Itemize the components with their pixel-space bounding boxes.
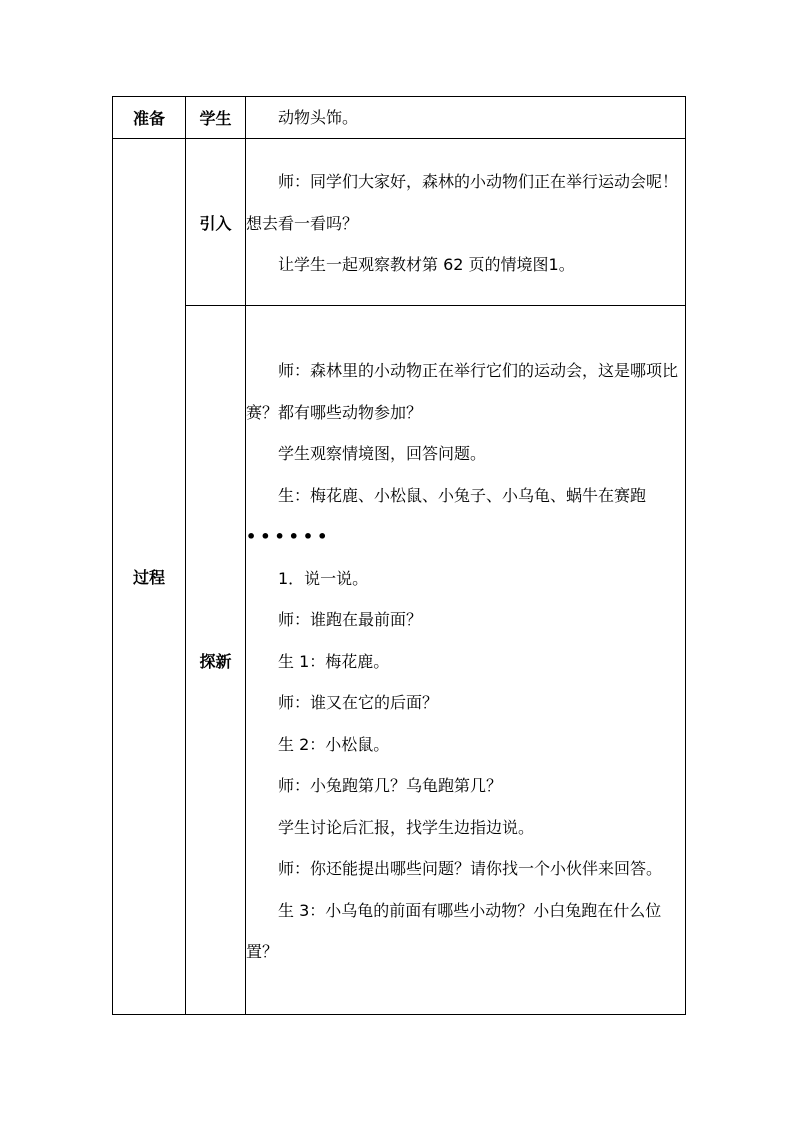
explore-paragraph: 1．说一说。 <box>278 568 369 588</box>
intro-paragraph: 让学生一起观察教材第 62 页的情境图1。 <box>278 255 575 275</box>
lesson-plan-table <box>112 96 686 1015</box>
student-label: 学生 <box>186 97 246 139</box>
explore-paragraph: 师：谁又在它的后面？ <box>278 693 439 713</box>
explore-paragraph: 师：小兔跑第几？乌龟跑第几？ <box>278 776 503 796</box>
explore-paragraph: 师：你还能提出哪些问题？请你找一个小伙伴来回答。 <box>278 859 663 879</box>
explore-paragraph: 生 2：小松鼠。 <box>278 734 390 754</box>
explore-label: 探新 <box>186 306 246 1015</box>
explore-content <box>246 306 686 1015</box>
intro-content <box>246 139 686 306</box>
process-label: 过程 <box>113 139 186 1015</box>
explore-paragraph: 学生观察情境图，回答问题。 <box>278 444 487 464</box>
explore-paragraph: 师：谁跑在最前面？ <box>278 610 423 630</box>
explore-paragraph: 生 3：小乌龟的前面有哪些小动物？小白兔跑在什么位置？ <box>246 900 662 962</box>
ellipsis-dots: •••••• <box>246 527 332 547</box>
preparation-text: 动物头饰。 <box>278 107 359 127</box>
explore-answer-text: 生：梅花鹿、小松鼠、小兔子、小乌龟、蜗牛在赛跑 <box>278 485 647 505</box>
explore-paragraph: 师：森林里的小动物正在举行它们的运动会，这是哪项比赛？都有哪些动物参加？ <box>246 361 679 422</box>
preparation-content <box>246 97 686 139</box>
explore-paragraph <box>246 475 685 558</box>
preparation-label: 准备 <box>113 97 186 139</box>
intro-paragraph: 师：同学们大家好，森林的小动物们正在举行运动会呢！想去看一看吗？ <box>246 172 679 233</box>
explore-row <box>113 306 686 1015</box>
intro-label: 引入 <box>186 139 246 306</box>
preparation-row <box>113 97 686 139</box>
explore-paragraph: 学生讨论后汇报，找学生边指边说。 <box>278 817 535 837</box>
explore-paragraph: 生 1：梅花鹿。 <box>278 651 390 671</box>
intro-row <box>113 139 686 306</box>
